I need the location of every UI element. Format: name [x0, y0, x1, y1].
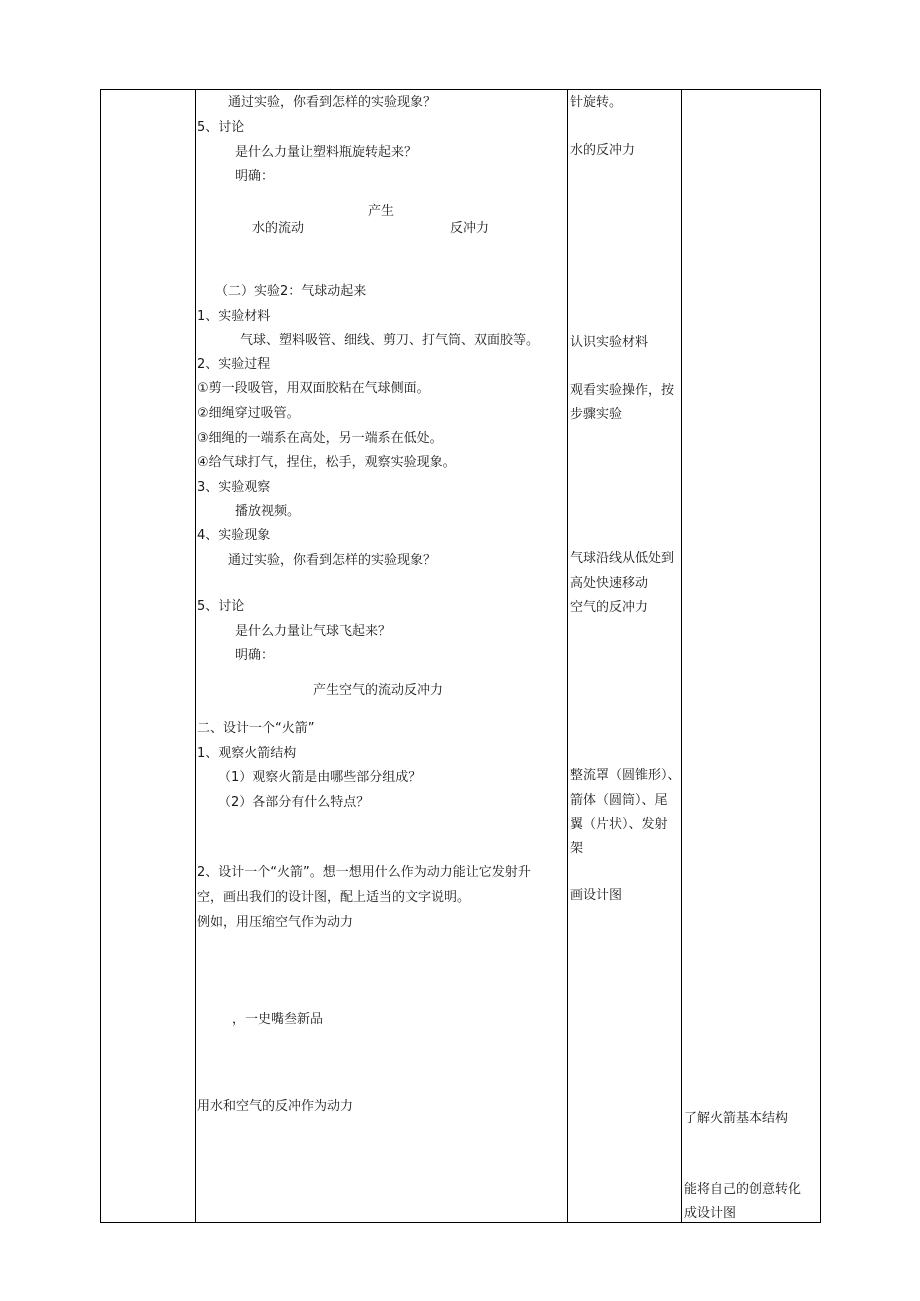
- student-activity-text: 空气的反冲力: [570, 600, 649, 615]
- process-text: ①剪一段吸管，用双面胶粘在气球侧面。: [197, 381, 430, 396]
- process-text: 明确：: [235, 169, 275, 184]
- process-text: 2、设计一个“火箭”。想一想用什么作为动力能让它发射升: [197, 865, 531, 880]
- objective-text: 能将自己的创意转化: [684, 1182, 802, 1197]
- process-text: 明确：: [235, 648, 275, 663]
- process-text: ，一史嘴叁新品: [232, 1012, 324, 1027]
- process-text: 是什么力量让气球飞起来？: [235, 624, 392, 639]
- student-activity-text: 翼（片状）、发射: [570, 817, 668, 832]
- process-text: 1、实验材料: [197, 309, 271, 324]
- process-text: 5、讨论: [197, 120, 245, 135]
- process-text: ③细绳的一端系在高处，另一端系在低处。: [197, 431, 443, 446]
- student-activity-text: 针旋转。: [570, 95, 623, 110]
- process-text: 二、设计一个“火箭”: [197, 721, 315, 736]
- student-activity-text: 高处快速移动: [570, 576, 649, 591]
- student-activity-text: 气球沿线从低处到: [570, 551, 675, 566]
- process-text: 例如，用压缩空气作为动力: [197, 915, 354, 930]
- process-text: （1）观察火箭是由哪些部分组成？: [218, 770, 422, 785]
- column-divider-1: [195, 89, 196, 1223]
- process-text: （2）各部分有什么特点？: [218, 795, 370, 810]
- student-activity-text: 步骤实验: [570, 407, 623, 422]
- student-activity-text: 观看实验操作，按: [570, 383, 675, 398]
- process-text: 播放视频。: [235, 504, 301, 519]
- process-text: 2、实验过程: [197, 357, 271, 372]
- process-text: 用水和空气的反冲作为动力: [197, 1099, 354, 1114]
- process-text: 反冲力: [450, 221, 490, 236]
- process-text: ④给气球打气，捏住，松手，观察实验现象。: [197, 455, 456, 470]
- process-text: ②细绳穿过吸管。: [197, 406, 300, 421]
- process-text: 空，画出我们的设计图，配上适当的文字说明。: [197, 890, 471, 905]
- student-activity-text: 架: [570, 841, 584, 856]
- column-divider-3: [681, 89, 682, 1223]
- student-activity-text: 水的反冲力: [570, 143, 636, 158]
- objective-text: 成设计图: [684, 1206, 737, 1221]
- process-text: 通过实验，你看到怎样的实验现象？: [228, 553, 437, 568]
- process-text: 产生: [368, 204, 395, 219]
- student-activity-text: 画设计图: [570, 888, 623, 903]
- table-bottom-border: [100, 1222, 821, 1223]
- process-text: 1、观察火箭结构: [197, 746, 297, 761]
- process-text: 气球、塑料吸管、细线、剪刀、打气筒、双面胶等。: [240, 333, 540, 348]
- column-divider-2: [567, 89, 568, 1223]
- objective-text: 了解火箭基本结构: [684, 1111, 789, 1126]
- student-activity-text: 箭体（圆筒）、尾: [570, 793, 668, 808]
- table-top-border: [100, 89, 821, 90]
- process-text: 是什么力量让塑料瓶旋转起来？: [235, 145, 418, 160]
- table-left-border: [100, 89, 101, 1223]
- student-activity-text: 认识实验材料: [570, 335, 649, 350]
- process-text: 产生空气的流动反冲力: [313, 683, 444, 698]
- process-text: 4、实验现象: [197, 528, 271, 543]
- student-activity-text: 整流罩（圆锥形）、: [570, 768, 681, 783]
- process-text: 水的流动: [252, 221, 305, 236]
- process-text: 通过实验，你看到怎样的实验现象？: [228, 95, 437, 110]
- process-text: 5、讨论: [197, 599, 245, 614]
- process-text: （二）实验2：气球动起来: [215, 284, 367, 299]
- process-text: 3、实验观察: [197, 480, 271, 495]
- table-right-border: [820, 89, 821, 1223]
